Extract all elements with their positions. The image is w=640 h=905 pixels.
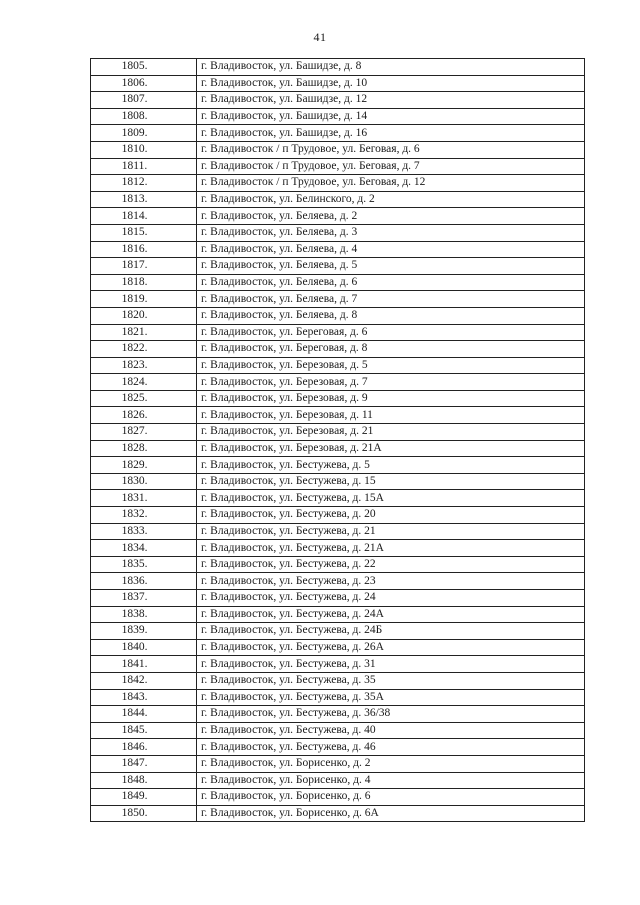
row-number-cell: 1812.: [91, 175, 197, 192]
address-cell: г. Владивосток / п Трудовое, ул. Беговая, д. 6: [197, 141, 585, 158]
address-cell: г. Владивосток, ул. Бестужева, д. 20: [197, 507, 585, 524]
table-row: [91, 805, 585, 822]
table-row: [91, 606, 585, 623]
row-number-cell: 1817.: [91, 258, 197, 275]
table-row: [91, 490, 585, 507]
row-number-cell: 1845.: [91, 722, 197, 739]
table-row: [91, 241, 585, 258]
address-cell: г. Владивосток, ул. Березовая, д. 11: [197, 407, 585, 424]
row-number-cell: 1824.: [91, 374, 197, 391]
table-row: [91, 324, 585, 341]
address-cell: г. Владивосток, ул. Бестужева, д. 15: [197, 473, 585, 490]
address-cell: г. Владивосток, ул. Бестужева, д. 31: [197, 656, 585, 673]
address-cell: г. Владивосток, ул. Березовая, д. 7: [197, 374, 585, 391]
address-cell: г. Владивосток, ул. Бестужева, д. 21А: [197, 540, 585, 557]
address-cell: г. Владивосток, ул. Борисенко, д. 6А: [197, 805, 585, 822]
table-row: [91, 623, 585, 640]
table-row: [91, 108, 585, 125]
row-number-cell: 1829.: [91, 457, 197, 474]
table-row: [91, 457, 585, 474]
row-number-cell: 1833.: [91, 523, 197, 540]
address-cell: г. Владивосток, ул. Башидзе, д. 8: [197, 59, 585, 76]
address-cell: г. Владивосток, ул. Борисенко, д. 6: [197, 789, 585, 806]
row-number-cell: 1813.: [91, 191, 197, 208]
table-row: [91, 473, 585, 490]
table-row: [91, 374, 585, 391]
row-number-cell: 1815.: [91, 224, 197, 241]
address-cell: г. Владивосток, ул. Борисенко, д. 4: [197, 772, 585, 789]
table-row: [91, 224, 585, 241]
table-row: [91, 59, 585, 76]
address-cell: г. Владивосток, ул. Березовая, д. 21: [197, 424, 585, 441]
address-cell: г. Владивосток, ул. Беляева, д. 4: [197, 241, 585, 258]
row-number-cell: 1844.: [91, 706, 197, 723]
row-number-cell: 1831.: [91, 490, 197, 507]
row-number-cell: 1841.: [91, 656, 197, 673]
address-cell: г. Владивосток, ул. Бестужева, д. 22: [197, 556, 585, 573]
row-number-cell: 1805.: [91, 59, 197, 76]
row-number-cell: 1836.: [91, 573, 197, 590]
table-row: [91, 407, 585, 424]
table-row: [91, 341, 585, 358]
row-number-cell: 1816.: [91, 241, 197, 258]
table-row: [91, 590, 585, 607]
row-number-cell: 1806.: [91, 75, 197, 92]
table-row: [91, 125, 585, 142]
address-cell: г. Владивосток, ул. Береговая, д. 6: [197, 324, 585, 341]
table-row: [91, 739, 585, 756]
row-number-cell: 1846.: [91, 739, 197, 756]
table-row: [91, 357, 585, 374]
address-cell: г. Владивосток, ул. Березовая, д. 21А: [197, 440, 585, 457]
row-number-cell: 1834.: [91, 540, 197, 557]
address-cell: г. Владивосток, ул. Борисенко, д. 2: [197, 755, 585, 772]
row-number-cell: 1842.: [91, 672, 197, 689]
address-table: [90, 58, 585, 822]
row-number-cell: 1811.: [91, 158, 197, 175]
row-number-cell: 1840.: [91, 639, 197, 656]
address-cell: г. Владивосток, ул. Беляева, д. 2: [197, 208, 585, 225]
table-row: [91, 573, 585, 590]
row-number-cell: 1838.: [91, 606, 197, 623]
address-cell: г. Владивосток, ул. Бестужева, д. 26А: [197, 639, 585, 656]
address-cell: г. Владивосток, ул. Бестужева, д. 24А: [197, 606, 585, 623]
table-row: [91, 158, 585, 175]
row-number-cell: 1828.: [91, 440, 197, 457]
table-row: [91, 672, 585, 689]
table-row: [91, 424, 585, 441]
table-row: [91, 540, 585, 557]
address-cell: г. Владивосток, ул. Березовая, д. 9: [197, 390, 585, 407]
address-cell: г. Владивосток / п Трудовое, ул. Беговая, д. 12: [197, 175, 585, 192]
table-row: [91, 722, 585, 739]
row-number-cell: 1819.: [91, 291, 197, 308]
row-number-cell: 1821.: [91, 324, 197, 341]
row-number-cell: 1823.: [91, 357, 197, 374]
address-cell: г. Владивосток, ул. Беляева, д. 6: [197, 274, 585, 291]
table-row: [91, 92, 585, 109]
table-row: [91, 440, 585, 457]
address-cell: г. Владивосток, ул. Бестужева, д. 35А: [197, 689, 585, 706]
row-number-cell: 1832.: [91, 507, 197, 524]
table-row: [91, 274, 585, 291]
table-row: [91, 75, 585, 92]
address-cell: г. Владивосток, ул. Башидзе, д. 14: [197, 108, 585, 125]
row-number-cell: 1814.: [91, 208, 197, 225]
row-number-cell: 1835.: [91, 556, 197, 573]
table-row: [91, 208, 585, 225]
address-cell: г. Владивосток, ул. Бестужева, д. 46: [197, 739, 585, 756]
table-row: [91, 639, 585, 656]
address-cell: г. Владивосток, ул. Беляева, д. 5: [197, 258, 585, 275]
table-row: [91, 689, 585, 706]
row-number-cell: 1849.: [91, 789, 197, 806]
table-row: [91, 258, 585, 275]
table-row: [91, 656, 585, 673]
row-number-cell: 1820.: [91, 307, 197, 324]
address-cell: г. Владивосток, ул. Бестужева, д. 23: [197, 573, 585, 590]
address-cell: г. Владивосток, ул. Береговая, д. 8: [197, 341, 585, 358]
row-number-cell: 1847.: [91, 755, 197, 772]
table-row: [91, 291, 585, 308]
address-cell: г. Владивосток, ул. Беляева, д. 8: [197, 307, 585, 324]
row-number-cell: 1822.: [91, 341, 197, 358]
row-number-cell: 1837.: [91, 590, 197, 607]
table-row: [91, 556, 585, 573]
row-number-cell: 1830.: [91, 473, 197, 490]
row-number-cell: 1809.: [91, 125, 197, 142]
page-number: 41: [313, 30, 327, 44]
address-table-body: [91, 59, 585, 822]
row-number-cell: 1827.: [91, 424, 197, 441]
table-row: [91, 772, 585, 789]
row-number-cell: 1810.: [91, 141, 197, 158]
table-row: [91, 706, 585, 723]
row-number-cell: 1839.: [91, 623, 197, 640]
table-row: [91, 789, 585, 806]
address-cell: г. Владивосток, ул. Башидзе, д. 10: [197, 75, 585, 92]
table-row: [91, 141, 585, 158]
table-row: [91, 507, 585, 524]
row-number-cell: 1850.: [91, 805, 197, 822]
address-cell: г. Владивосток, ул. Башидзе, д. 12: [197, 92, 585, 109]
address-cell: г. Владивосток, ул. Бестужева, д. 35: [197, 672, 585, 689]
row-number-cell: 1807.: [91, 92, 197, 109]
table-row: [91, 390, 585, 407]
row-number-cell: 1843.: [91, 689, 197, 706]
table-row: [91, 191, 585, 208]
row-number-cell: 1825.: [91, 390, 197, 407]
address-cell: г. Владивосток, ул. Бестужева, д. 5: [197, 457, 585, 474]
row-number-cell: 1848.: [91, 772, 197, 789]
address-cell: г. Владивосток / п Трудовое, ул. Беговая, д. 7: [197, 158, 585, 175]
address-cell: г. Владивосток, ул. Беляева, д. 3: [197, 224, 585, 241]
address-cell: г. Владивосток, ул. Бестужева, д. 40: [197, 722, 585, 739]
table-row: [91, 175, 585, 192]
row-number-cell: 1818.: [91, 274, 197, 291]
table-row: [91, 307, 585, 324]
address-cell: г. Владивосток, ул. Бестужева, д. 21: [197, 523, 585, 540]
row-number-cell: 1808.: [91, 108, 197, 125]
address-cell: г. Владивосток, ул. Бестужева, д. 24: [197, 590, 585, 607]
address-cell: г. Владивосток, ул. Бестужева, д. 24Б: [197, 623, 585, 640]
row-number-cell: 1826.: [91, 407, 197, 424]
address-cell: г. Владивосток, ул. Бестужева, д. 36/38: [197, 706, 585, 723]
address-cell: г. Владивосток, ул. Башидзе, д. 16: [197, 125, 585, 142]
table-row: [91, 523, 585, 540]
address-cell: г. Владивосток, ул. Березовая, д. 5: [197, 357, 585, 374]
address-cell: г. Владивосток, ул. Беляева, д. 7: [197, 291, 585, 308]
address-cell: г. Владивосток, ул. Бестужева, д. 15А: [197, 490, 585, 507]
address-cell: г. Владивосток, ул. Белинского, д. 2: [197, 191, 585, 208]
table-row: [91, 755, 585, 772]
